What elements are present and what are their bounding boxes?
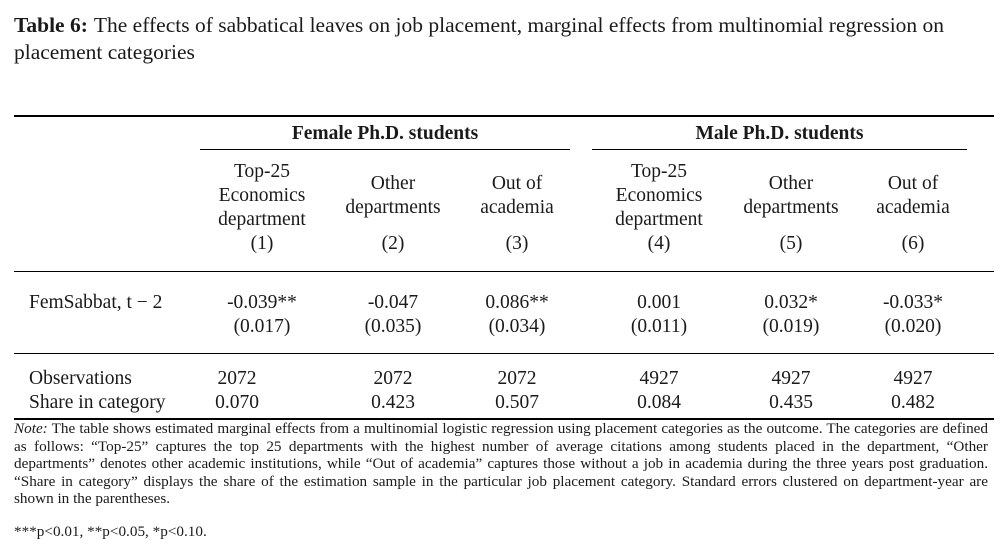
obs-cell: 2072 (373, 368, 413, 389)
share-cell: 0.435 (769, 392, 813, 413)
row-label-femsabbat: FemSabbat, t − 2 (29, 292, 163, 313)
coef-cell: -0.039** (227, 292, 297, 313)
column-header-4: Top-25 Economics department (4) (615, 161, 703, 254)
se-cell: (0.035) (364, 316, 422, 337)
obs-cell: 4927 (771, 368, 811, 389)
se-cell: (0.020) (884, 316, 942, 337)
column-header-1: Top-25 Economics department (1) (218, 161, 306, 254)
header-rule (14, 271, 994, 272)
se-cell: (0.034) (488, 316, 546, 337)
obs-cell: 4927 (893, 368, 933, 389)
column-header-6: Out of academia (876, 173, 950, 218)
coef-cell: -0.047 (367, 292, 419, 313)
se-cell: (0.019) (762, 316, 820, 337)
group-rule-female (200, 149, 570, 150)
obs-cell: 2072 (497, 368, 537, 389)
row-label-observations: Observations (29, 368, 132, 389)
column-number-3: (3) (505, 233, 529, 254)
caption-text: The effects of sabbatical leaves on job placement, marginal effects from multinomial regression on placement categories (14, 13, 945, 64)
table-caption (14, 12, 989, 66)
column-header-3: Out of academia (480, 173, 554, 218)
note-label: Note: (14, 420, 48, 437)
share-cell: 0.482 (891, 392, 935, 413)
top-rule (14, 115, 994, 117)
coef-cell: 0.001 (637, 292, 681, 313)
column-number-2: (2) (381, 233, 405, 254)
obs-cell: 4927 (639, 368, 679, 389)
body-rule (14, 353, 994, 354)
significance-legend: ***p<0.01, **p<0.05, *p<0.10. (14, 523, 207, 540)
row-label-share: Share in category (29, 392, 166, 413)
group-header-male: Male Ph.D. students (695, 123, 864, 144)
coef-cell: -0.033* (882, 292, 944, 313)
note-text: The table shows estimated marginal effects from a multinomial logistic regression using placement categories as the outcome. The categories are defined as follows: “Top-25” captures the top 25 departments with the highest number of average citations among students placed in the department, “Other departments” denotes other academic institutions, while “Out of academia” captures those without a job in academia during the three years post graduation. “Share in category” displays the share of the estimation sample in the particular job placement category. Standard errors clustered on department-year are shown in the parentheses. (14, 420, 988, 508)
coef-cell: 0.032* (764, 292, 818, 313)
se-cell: (0.017) (233, 316, 291, 337)
column-number-6: (6) (901, 233, 925, 254)
group-header-female: Female Ph.D. students (291, 123, 479, 144)
caption-label: Table 6: (14, 13, 88, 37)
column-header-2: Other departments (345, 173, 441, 218)
group-rule-male (592, 149, 967, 150)
share-cell: 0.423 (371, 392, 415, 413)
obs-cell: 2072 (217, 368, 257, 389)
share-cell: 0.070 (215, 392, 259, 413)
column-number-5: (5) (779, 233, 803, 254)
share-cell: 0.507 (495, 392, 539, 413)
column-header-5: Other departments (743, 173, 839, 218)
se-cell: (0.011) (630, 316, 688, 337)
share-cell: 0.084 (637, 392, 681, 413)
coef-cell: 0.086** (485, 292, 549, 313)
table-note (14, 420, 988, 508)
